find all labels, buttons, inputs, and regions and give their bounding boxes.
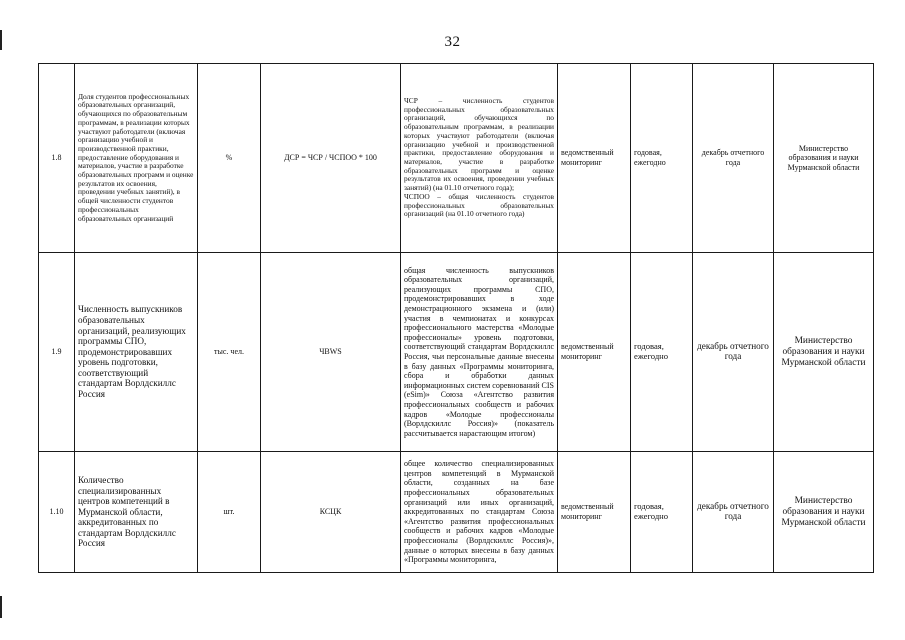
indicators-table	[38, 63, 874, 573]
method-line: общая численность выпускников образовательных организаций, реализующих программы СПО, продемонстрировавших в ходе демонстрационного экзамена и (или) участия в чемпионатах и конкурсах профессионального мастерства «Молодые профессионалы» уровень подготовки, соответствующий стандартам Ворлдскиллс Россия, чьи персональные данные внесены в базу данных «Программы мониторинга, сбора и обработки данных информационных систем соревнований CIS (eSim)» Союза «Агентство развития профессиональных сообществ и рабочих кадров «Молодые профессионалы (Ворлдскиллс Россия)» (показатель рассчитывается нарастающим итогом)	[404, 265, 556, 438]
formula: КСЦК	[261, 452, 401, 573]
indicator-name: Количество специализированных центров компетенций в Мурманской области, аккредитованных по стандартам Ворлдскиллс Россия	[75, 452, 198, 573]
responsible-body: Министерство образования и науки Мурманской области	[774, 64, 874, 253]
unit: тыс. чел.	[198, 253, 261, 452]
row-number: 1.8	[39, 64, 75, 253]
table-row	[39, 64, 874, 253]
periodicity: годовая, ежегодно	[631, 253, 693, 452]
left-edge-mark-bottom	[0, 596, 2, 618]
data-source: ведомственный мониторинг	[558, 452, 631, 573]
calculation-method	[401, 452, 558, 573]
deadline: декабрь отчетного года	[693, 253, 774, 452]
data-source: ведомственный мониторинг	[558, 64, 631, 253]
calculation-method	[401, 64, 558, 253]
calculation-method	[401, 253, 558, 452]
left-edge-mark-top	[0, 30, 2, 50]
responsible-body: Министерство образования и науки Мурманской области	[774, 452, 874, 573]
formula: ДСР = ЧСР / ЧСПОО * 100	[261, 64, 401, 253]
indicator-name: Доля студентов профессиональных образовательных организаций, обучающихся по образовательным программам, в реализации которых участвуют работодатели (включая организацию учебной и производственной практики, предоставление оборудования и материалов, участие в разработке образовательных программ и оценке результатов их освоения, проведении учебных занятий), в общей численности студентов профессиональных образовательных организаций	[75, 64, 198, 253]
responsible-body: Министерство образования и науки Мурманской области	[774, 253, 874, 452]
page-number: 32	[444, 34, 461, 50]
periodicity: годовая, ежегодно	[631, 452, 693, 573]
table-row	[39, 253, 874, 452]
row-number: 1.9	[39, 253, 75, 452]
method-line: ЧСПОО – общая численность студентов профессиональных образовательных организаций (на 01.10 отчетного года)	[404, 191, 556, 219]
row-number: 1.10	[39, 452, 75, 573]
method-line: общее количество специализированных центров компетенций в Мурманской области, созданных на базе профессиональных образовательных организаций или иных организаций, аккредитованных по стандартам Союза «Агентство развития профессиональных сообществ и рабочих кадров «Молодые профессионалы (Ворлдскиллс Россия)», данные о которых внесены в базу данных «Программы мониторинга,	[404, 459, 556, 565]
table-row	[39, 452, 874, 573]
deadline: декабрь отчетного года	[693, 452, 774, 573]
data-source: ведомственный мониторинг	[558, 253, 631, 452]
unit: %	[198, 64, 261, 253]
formula: ЧВWS	[261, 253, 401, 452]
deadline: декабрь отчетного года	[693, 64, 774, 253]
periodicity: годовая, ежегодно	[631, 64, 693, 253]
indicator-name: Численность выпускников образовательных организаций, реализующих программы СПО, продемонстрировавших уровень подготовки, соответствующий стандартам Ворлдскиллс Россия	[75, 253, 198, 452]
unit: шт.	[198, 452, 261, 573]
method-line: ЧСР – численность студентов профессиональных образовательных организаций, обучающихся по образовательным программам, в реализации которых участвуют работодатели (включая организацию учебной и производственной практики, предоставление оборудования и материалов, участие в разработке образовательных программ и оценке результатов их освоения, проведении учебных занятий) (на 01.10 отчетного года);	[404, 96, 556, 193]
